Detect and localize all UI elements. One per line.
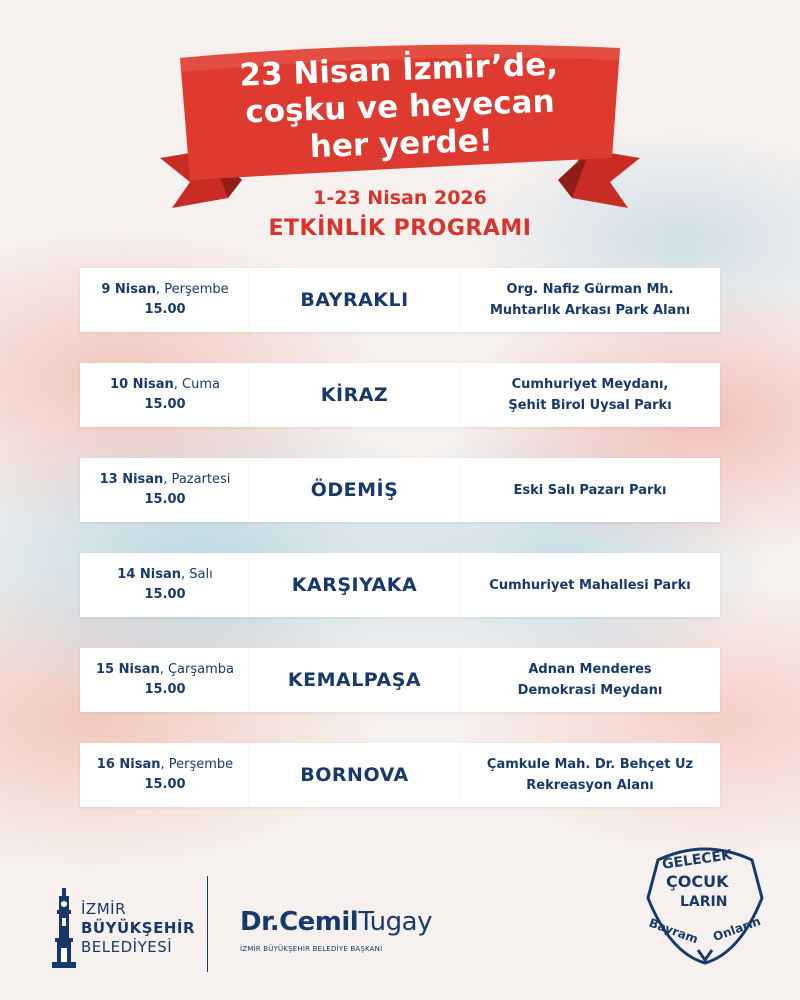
- program-heading: ETKİNLİK PROGRAMI: [268, 216, 532, 241]
- event-day: 13 Nisan: [99, 472, 164, 487]
- event-place: [460, 363, 720, 427]
- place-line: Org. Nafiz Gürman Mh.: [506, 282, 674, 297]
- mayor-name: [240, 907, 432, 937]
- event-date: [80, 268, 250, 332]
- municipality-line: İZMİR: [81, 900, 126, 918]
- event-place: [460, 648, 720, 712]
- event-weekday: , Pazartesi: [163, 472, 231, 487]
- event-weekday: , Perşembe: [156, 282, 229, 297]
- place-line: Cumhuriyet Meydanı,: [511, 377, 669, 392]
- emblem-line: GELECEK: [661, 847, 734, 873]
- event-day: 10 Nisan: [110, 377, 174, 392]
- event-day: 14 Nisan: [117, 567, 181, 582]
- event-row: [80, 458, 720, 522]
- event-place: [460, 553, 720, 617]
- event-dates: 1-23 Nisan 2026: [313, 187, 487, 209]
- municipality-name: [81, 900, 195, 957]
- event-district: KİRAZ: [249, 363, 460, 427]
- event-date: [80, 743, 250, 807]
- place-line: Eski Salı Pazarı Parkı: [513, 482, 667, 498]
- municipality-line: BELEDİYESİ: [81, 938, 173, 956]
- event-district: BORNOVA: [249, 743, 460, 807]
- emblem-line: ÇOCUK: [666, 872, 729, 891]
- place-line: Adnan Menderes: [528, 662, 652, 677]
- place-line: Muhtarlık Arkası Park Alanı: [489, 303, 691, 318]
- event-time: 15.00: [144, 587, 186, 602]
- banner-title: [188, 45, 612, 171]
- event-date: [80, 458, 250, 522]
- mayor-last-name: Tugay: [358, 907, 432, 937]
- mayor-first-name: Cemil: [279, 907, 359, 937]
- event-row: [80, 268, 720, 332]
- event-weekday: , Çarşamba: [159, 662, 234, 677]
- event-list: [80, 268, 720, 838]
- event-date: [80, 553, 250, 617]
- mayor-title: İZMİR BÜYÜKŞEHİR BELEDİYE BAŞKANI: [240, 945, 383, 953]
- event-time: 15.00: [144, 397, 186, 412]
- title-line: her yerde!: [309, 122, 494, 166]
- place-line: Çamkule Mah. Dr. Behçet Uz: [486, 757, 694, 772]
- municipality-line: BÜYÜKŞEHİR: [81, 919, 196, 937]
- event-row: [80, 363, 720, 427]
- emblem-line: LARIN: [680, 894, 728, 910]
- event-district: KARŞIYAKA: [249, 553, 460, 617]
- event-time: 15.00: [144, 302, 186, 317]
- event-weekday: , Salı: [181, 567, 213, 582]
- event-weekday: , Perşembe: [160, 757, 234, 772]
- event-day: 15 Nisan: [96, 662, 160, 677]
- title-line: coşku ve heyecan: [244, 83, 556, 131]
- event-time: 15.00: [144, 492, 186, 507]
- emblem-line: Onların: [711, 913, 763, 945]
- event-district: ÖDEMİŞ: [249, 458, 460, 522]
- clock-tower-icon: [50, 888, 78, 970]
- event-place: [460, 268, 720, 332]
- event-date: [80, 363, 250, 427]
- event-district: BAYRAKLI: [249, 268, 460, 332]
- event-day: 16 Nisan: [96, 757, 161, 772]
- place-line: Demokrasi Meydanı: [517, 683, 663, 698]
- event-row: [80, 743, 720, 807]
- event-district: KEMALPAŞA: [249, 648, 460, 712]
- place-line: Şehit Birol Uysal Parkı: [508, 398, 672, 413]
- event-place: [460, 743, 720, 807]
- event-weekday: , Cuma: [173, 377, 220, 392]
- event-time: 15.00: [144, 682, 186, 697]
- event-day: 9 Nisan: [101, 282, 156, 297]
- event-row: [80, 553, 720, 617]
- mayor-prefix: Dr.: [240, 907, 280, 937]
- emblem-line: Bayram: [647, 915, 701, 947]
- title-line: 23 Nisan İzmir’de,: [238, 46, 559, 94]
- event-date: [80, 648, 250, 712]
- place-line: Cumhuriyet Mahallesi Parkı: [489, 577, 691, 593]
- event-place: [460, 458, 720, 522]
- footer-divider: [207, 876, 208, 972]
- place-line: Rekreasyon Alanı: [526, 778, 654, 793]
- bayram-emblem: [640, 838, 770, 968]
- event-time: 15.00: [144, 777, 186, 792]
- event-row: [80, 648, 720, 712]
